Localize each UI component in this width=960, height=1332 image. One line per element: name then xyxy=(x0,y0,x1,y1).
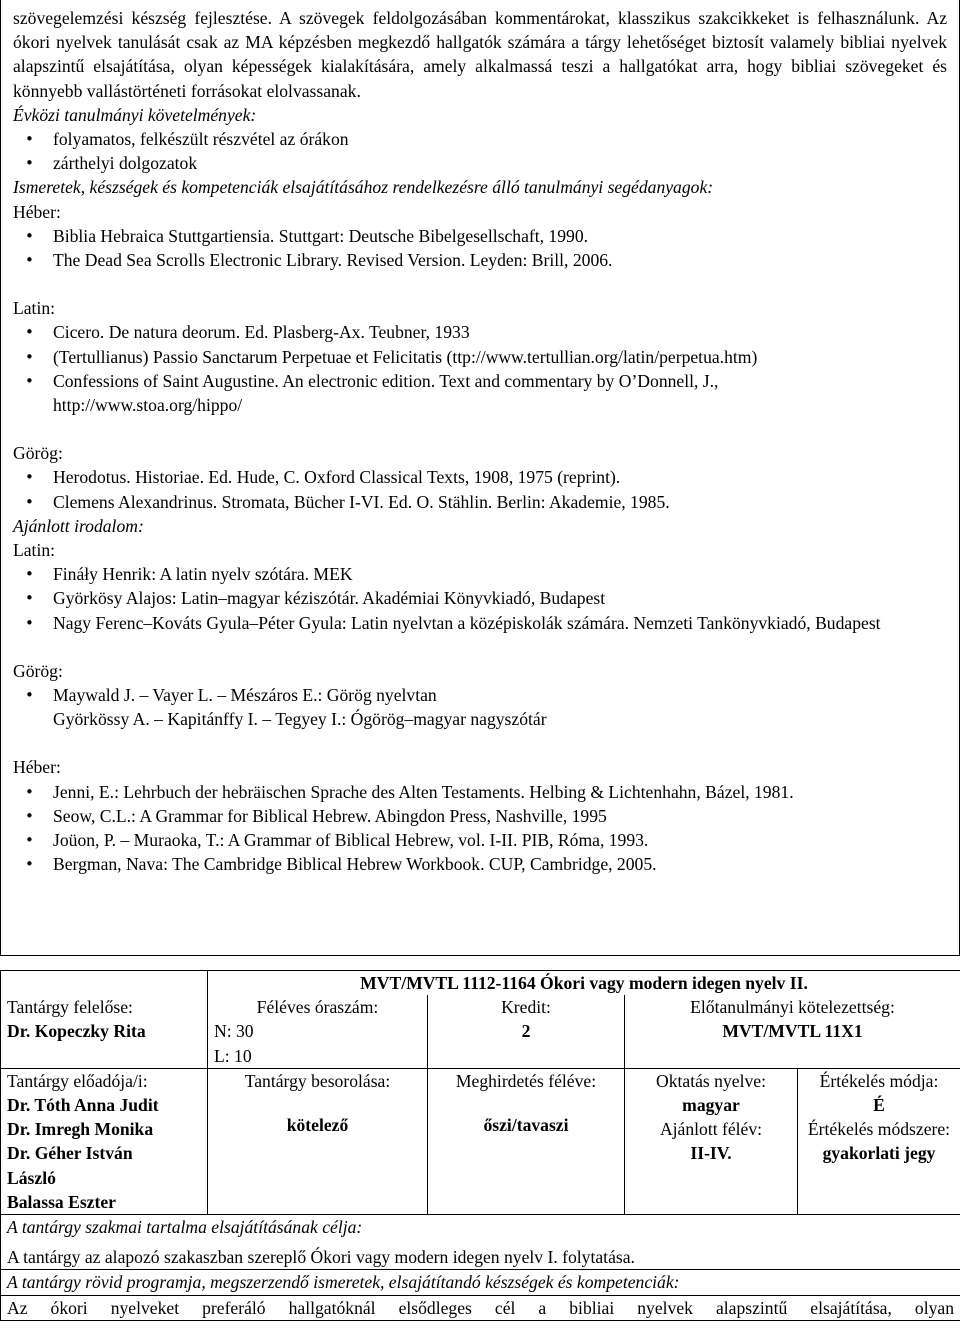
classification-value: kötelező xyxy=(286,1115,349,1136)
hours-n: N: 30 xyxy=(214,1021,254,1042)
recommended-heading: Ajánlott irodalom: xyxy=(13,515,144,536)
list-item: • zárthelyi dolgozatok xyxy=(53,151,947,175)
materials-latin-list xyxy=(13,320,947,417)
list-item: • (Tertullianus) Passio Sanctarum Perpetuae et Felicitatis (ttp://www.tertullian.org/latin/perpetua.htm) xyxy=(53,345,947,369)
gorog-book-2: Györkössy A. – Kapitánffy I. – Tegyey I.: Ógörög–magyar nagyszótár xyxy=(53,709,547,730)
evaluation-method-value: gyakorlati jegy xyxy=(822,1143,936,1164)
evaluation-method-label: Értékelés módszere: xyxy=(807,1119,951,1140)
hours-l: L: 10 xyxy=(214,1045,252,1066)
recommended-heber-label: Héber: xyxy=(13,757,61,778)
lecturer-name: Balassa Eszter xyxy=(7,1191,116,1212)
lecturers-cell xyxy=(1,1068,208,1214)
materials-heber-list xyxy=(13,224,947,272)
responsible-cell xyxy=(1,995,208,1068)
semester-value: őszi/tavaszi xyxy=(483,1115,569,1136)
semester-label: Meghirdetés féléve: xyxy=(455,1070,597,1091)
course-table xyxy=(0,970,960,1321)
list-item: • folyamatos, felkészült részvétel az órákon xyxy=(53,127,947,151)
classification-cell xyxy=(208,1068,428,1214)
prerequisite-cell xyxy=(625,995,960,1068)
list-item xyxy=(53,683,947,731)
prerequisite-label: Előtanulmányi kötelezettség: xyxy=(690,997,895,1018)
list-item: • Joüon, P. – Muraoka, T.: A Grammar of Biblical Hebrew, vol. I-II. PIB, Róma, 1993. xyxy=(53,828,947,852)
lecturer-name: László xyxy=(7,1167,56,1188)
classification-label: Tantárgy besorolása: xyxy=(244,1070,391,1091)
recommended-gorog-label: Görög: xyxy=(13,660,63,681)
program-heading: A tantárgy rövid programja, megszerzendő ismeretek, elsajátítandó készségek és kompetenciák: xyxy=(1,1270,960,1295)
lecturers-label: Tantárgy előadója/i: xyxy=(7,1070,148,1091)
list-item: • Confessions of Saint Augustine. An electronic edition. Text and commentary by O’Donnell, J., http://www.stoa.org/hippo/ xyxy=(53,369,947,417)
semester-cell xyxy=(428,1068,625,1214)
recommended-gorog-list xyxy=(13,683,947,731)
recommended-heber-list xyxy=(13,780,947,877)
language-label: Oktatás nyelve: xyxy=(656,1070,766,1091)
goal-cell xyxy=(1,1215,960,1270)
credit-label: Kredit: xyxy=(501,997,551,1018)
materials-heber-label: Héber: xyxy=(13,201,61,222)
language-cell xyxy=(625,1068,798,1214)
list-item: • Fináły Henrik: A latin nyelv szótára. MEK xyxy=(53,562,947,586)
lecturer-name: Dr. Imregh Monika xyxy=(7,1119,154,1140)
hours-label: Féléves óraszám: xyxy=(256,997,379,1018)
goal-heading: A tantárgy szakmai tartalma elsajátításának célja: xyxy=(7,1217,363,1238)
hours-cell xyxy=(208,995,428,1068)
list-item: • Herodotus. Historiae. Ed. Hude, C. Oxford Classical Texts, 1908, 1975 (reprint). xyxy=(53,465,947,489)
language-value: magyar xyxy=(682,1095,740,1116)
materials-heading: Ismeretek, készségek és kompetenciák elsajátításához rendelkezésre álló tanulmányi segédanyagok: xyxy=(13,177,714,198)
recommended-latin-label: Latin: xyxy=(13,540,56,561)
requirements-heading: Évközi tanulmányi követelmények: xyxy=(13,104,257,125)
evaluation-cell xyxy=(798,1068,960,1214)
materials-latin-label: Latin: xyxy=(13,298,56,319)
recommended-latin-list xyxy=(13,562,947,635)
goal-text: A tantárgy az alapozó szakaszban szereplő Ókori vagy modern idegen nyelv I. folytatása. xyxy=(7,1247,635,1268)
lecturer-name: Dr. Tóth Anna Judit xyxy=(7,1095,159,1116)
program-text: Az ókori nyelveket preferáló hallgatóknál elsődleges cél a bibliai nyelvek alapszintű elsajátítása, olyan xyxy=(1,1295,960,1320)
evaluation-value: É xyxy=(873,1095,885,1116)
lecturer-name: Dr. Géher István xyxy=(7,1143,133,1164)
list-item: • Jenni, E.: Lehrbuch der hebräischen Sprache des Alten Testaments. Helbing & Lichtenhahn, Bázel, 1981. xyxy=(53,780,947,804)
list-item: • Györkösy Alajos: Latin–magyar kéziszótár. Akadémiai Könyvkiadó, Budapest xyxy=(53,586,947,610)
responsible-name: Dr. Kopeczky Rita xyxy=(7,1021,146,1042)
credit-value: 2 xyxy=(521,1021,531,1042)
list-item: • Nagy Ferenc–Kováts Gyula–Péter Gyula: Latin nyelvtan a középiskolák számára. Nemzeti Tankönyvkiadó, Budapest xyxy=(53,611,947,635)
list-item: • The Dead Sea Scrolls Electronic Library. Revised Version. Leyden: Brill, 2006. xyxy=(53,248,947,272)
responsible-label: Tantárgy felelőse: xyxy=(7,997,133,1018)
list-item: • Seow, C.L.: A Grammar for Biblical Hebrew. Abingdon Press, Nashville, 1995 xyxy=(53,804,947,828)
requirements-list xyxy=(13,127,947,175)
gorog-book-1: • Maywald J. – Vayer L. – Mészáros E.: Görög nyelvtan xyxy=(53,685,437,706)
materials-gorog-label: Görög: xyxy=(13,443,63,464)
intro-paragraph: szövegelemzési készség fejlesztése. A szövegek feldolgozásában kommentárokat, klasszikus szakcikkeket is felhasználunk. Az ókori nyelvek tanulását csak az MA képzésben megkezdő hallgatók számára a tárgy lehetőséget biztosít valamely bibliai nyelvek alapszintű elsajátítása, olyan képességek kialakítására, amely alkalmassá teszi a hallgatókat arra, hogy bibliai szövegeket és könnyebb vallástörténeti forrásokat elolvassanak. xyxy=(13,8,947,101)
recommended-semester-label: Ajánlott félév: xyxy=(659,1119,763,1140)
prerequisite-value: MVT/MVTL 11X1 xyxy=(722,1021,863,1042)
list-item: • Bergman, Nava: The Cambridge Biblical Hebrew Workbook. CUP, Cambridge, 2005. xyxy=(53,852,947,876)
list-item: • Cicero. De natura deorum. Ed. Plasberg-Ax. Teubner, 1933 xyxy=(53,320,947,344)
credit-cell xyxy=(428,995,625,1068)
list-item: • Clemens Alexandrinus. Stromata, Bücher I-VI. Ed. O. Stählin. Berlin: Akademie, 1985. xyxy=(53,490,947,514)
list-item: • Biblia Hebraica Stuttgartiensia. Stuttgart: Deutsche Bibelgesellschaft, 1990. xyxy=(53,224,947,248)
recommended-semester-value: II-IV. xyxy=(690,1143,732,1164)
evaluation-label: Értékelés módja: xyxy=(819,1070,939,1091)
materials-gorog-list xyxy=(13,465,947,513)
course-title: MVT/MVTL 1112-1164 Ókori vagy modern idegen nyelv II. xyxy=(208,971,960,996)
